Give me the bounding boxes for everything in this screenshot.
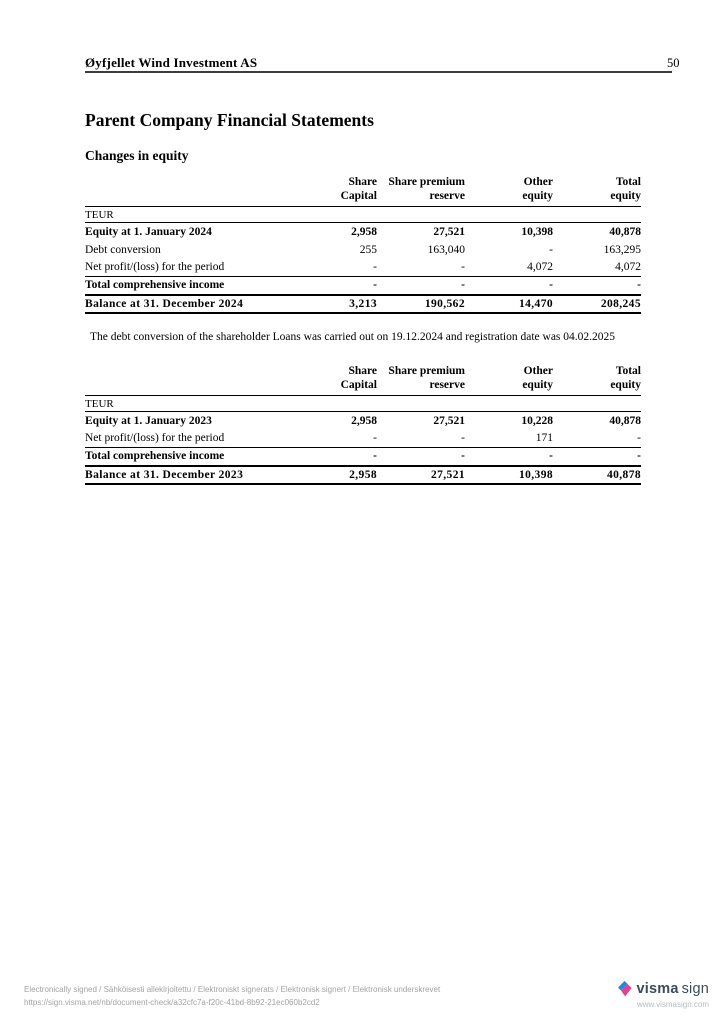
- table-row: Balance at 31. December 2024 3,213 190,562 14,470 208,245: [85, 295, 641, 313]
- page-number: 50: [667, 56, 680, 70]
- table-row: Net profit/(loss) for the period - - 4,072 4,072: [85, 259, 641, 277]
- column-header: Total equity: [553, 364, 641, 396]
- visma-website-url: www.vismasign.com: [636, 1000, 709, 1009]
- electronically-signed-line: Electronically signed / Sähköisesti allekirjoitettu / Elektroniskt signerats / Elektronisk signert / Elektronisk underskrevet: [24, 985, 441, 994]
- column-header: Share Capital: [289, 175, 377, 207]
- column-header: Other equity: [465, 175, 553, 207]
- column-header: Share premium reserve: [377, 364, 465, 396]
- logo-product-text: sign: [681, 980, 709, 997]
- column-header: Share Capital: [289, 364, 377, 396]
- unit-label: TEUR: [85, 207, 289, 223]
- changes-in-equity-table-2023: [85, 364, 641, 485]
- section-heading: Changes in equity: [85, 148, 189, 163]
- document-check-url: https://sign.visma.net/nb/document-check/a32cfc7a-f20c-41bd-8b92-21ec060b2cd2: [24, 997, 320, 1007]
- company-name: Øyfjellet Wind Investment AS: [85, 55, 258, 70]
- table-row: Net profit/(loss) for the period - - 171 -: [85, 430, 641, 448]
- visma-sign-logo: [618, 980, 709, 1009]
- table-row: Equity at 1. January 2023 2,958 27,521 10,228 40,878: [85, 414, 641, 427]
- header-spacer-cell: [85, 364, 289, 396]
- unit-row: [85, 396, 641, 412]
- unit-row: [85, 207, 641, 223]
- logo-brand-text: visma: [636, 980, 679, 997]
- header-spacer-cell: [85, 175, 289, 207]
- table-row: Debt conversion 255 163,040 - 163,295: [85, 243, 641, 256]
- table-row: Total comprehensive income - - - -: [85, 277, 641, 295]
- page-title: Parent Company Financial Statements: [85, 110, 374, 130]
- table-row: Total comprehensive income - - - -: [85, 448, 641, 466]
- changes-in-equity-table-2024: [85, 175, 641, 314]
- table-row: Equity at 1. January 2024 2,958 27,521 10,398 40,878: [85, 225, 641, 238]
- debt-conversion-note: The debt conversion of the shareholder Loans was carried out on 19.12.2024 and registration date was 04.02.2025: [90, 331, 616, 343]
- table-row: Balance at 31. December 2023 2,958 27,521 10,398 40,878: [85, 466, 641, 484]
- table-header-row: [85, 175, 641, 207]
- visma-flash-icon: [618, 980, 632, 997]
- header-rule: [85, 71, 672, 73]
- column-header: Share premium reserve: [377, 175, 465, 207]
- column-header: Total equity: [553, 175, 641, 207]
- signature-footer: [24, 984, 440, 1009]
- table-header-row: [85, 364, 641, 396]
- column-header: Other equity: [465, 364, 553, 396]
- unit-label: TEUR: [85, 396, 289, 412]
